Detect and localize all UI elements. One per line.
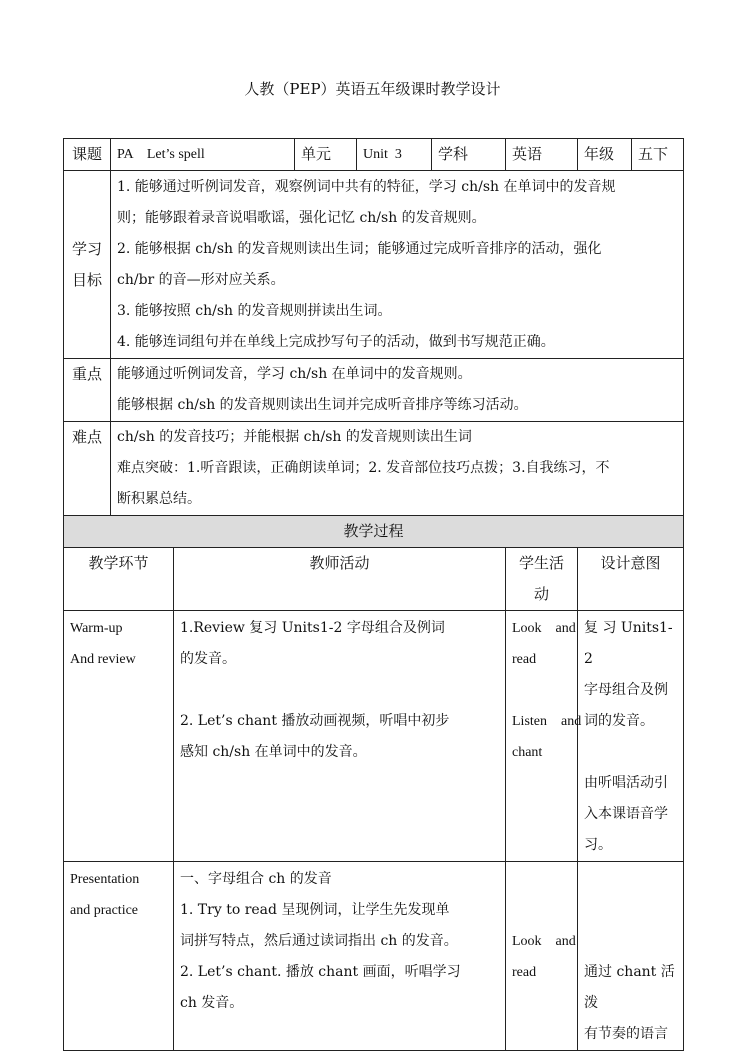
stage-cell: Warm-up And review: [64, 611, 174, 862]
key-points-row: [64, 359, 684, 422]
column-student: 学生活动: [506, 548, 578, 611]
header-row: [64, 139, 684, 171]
key-points-content: [111, 359, 684, 422]
column-stage: 教学环节: [64, 548, 174, 611]
topic-value: PA Let’s spell: [111, 139, 295, 171]
objective-line: 4. 能够连词组句并在单线上完成抄写句子的活动，做到书写规范正确。: [117, 334, 555, 350]
difficulty-line: 难点突破：1.听音跟读，正确朗读单词；2. 发音部位技巧点拨；3.自我练习，不: [117, 460, 610, 476]
subject-label: 学科: [432, 139, 506, 171]
unit-value: Unit 3: [357, 139, 432, 171]
subject-value: 英语: [506, 139, 578, 171]
process-row-presentation: [64, 862, 684, 1051]
student-cell: Look and read Listen and chant: [506, 611, 578, 862]
objective-line: 2. 能够根据 ch/sh 的发音规则读出生词；能够通过完成听音排序的活动，强化: [117, 241, 602, 257]
difficulties-content: [111, 422, 684, 516]
process-columns-row: [64, 548, 684, 611]
objective-line: 则；能够跟着录音说唱歌谣，强化记忆 ch/sh 的发音规则。: [117, 210, 486, 226]
objectives-row: [64, 171, 684, 359]
key-points-label: 重点: [64, 359, 111, 422]
topic-label: 课题: [64, 139, 111, 171]
page-title: 人教（PEP）英语五年级课时教学设计: [244, 80, 501, 98]
student-cell: Look and read: [506, 862, 578, 1051]
difficulty-line: 断积累总结。: [117, 491, 201, 507]
intent-cell: 复 习 Units1-2 字母组合及例 词的发音。 由听唱活动引 入本课语音学 习。: [578, 611, 684, 862]
grade-label: 年级: [578, 139, 632, 171]
difficulties-row: [64, 422, 684, 516]
objectives-content: [111, 171, 684, 359]
difficulties-label: 难点: [64, 422, 111, 516]
stage-cell: Presentation and practice: [64, 862, 174, 1051]
grade-value: 五下: [632, 139, 684, 171]
key-point-line: 能够根据 ch/sh 的发音规则读出生词并完成听音排序等练习活动。: [117, 397, 528, 413]
process-row-warmup: [64, 611, 684, 862]
lesson-plan-table: [63, 138, 684, 1051]
teacher-cell: 1.Review 复习 Units1-2 字母组合及例词 的发音。 2. Let’s chant 播放动画视频，听唱中初步 感知 ch/sh 在单词中的发音。: [174, 611, 506, 862]
process-heading-row: [64, 516, 684, 548]
column-intent: 设计意图: [578, 548, 684, 611]
teacher-cell: 一、字母组合 ch 的发音 1. Try to read 呈现例词，让学生先发现单 词拼写特点，然后通过读词指出 ch 的发音。 2. Let’s chant. 播放 chant 画面，听唱学习 ch 发音。: [174, 862, 506, 1051]
objective-line: 3. 能够按照 ch/sh 的发音规则拼读出生词。: [117, 303, 392, 319]
objective-line: 1. 能够通过听例词发音，观察例词中共有的特征，学习 ch/sh 在单词中的发音规: [117, 179, 616, 195]
objectives-label: 学习 目标: [64, 171, 111, 359]
unit-label: 单元: [295, 139, 357, 171]
key-point-line: 能够通过听例词发音，学习 ch/sh 在单词中的发音规则。: [117, 366, 472, 382]
process-heading: 教学过程: [64, 516, 684, 548]
intent-cell: 通过 chant 活泼 有节奏的语言: [578, 862, 684, 1051]
column-teacher: 教师活动: [174, 548, 506, 611]
difficulty-line: ch/sh 的发音技巧；并能根据 ch/sh 的发音规则读出生词: [117, 429, 472, 445]
objective-line: ch/br 的音—形对应关系。: [117, 272, 285, 288]
